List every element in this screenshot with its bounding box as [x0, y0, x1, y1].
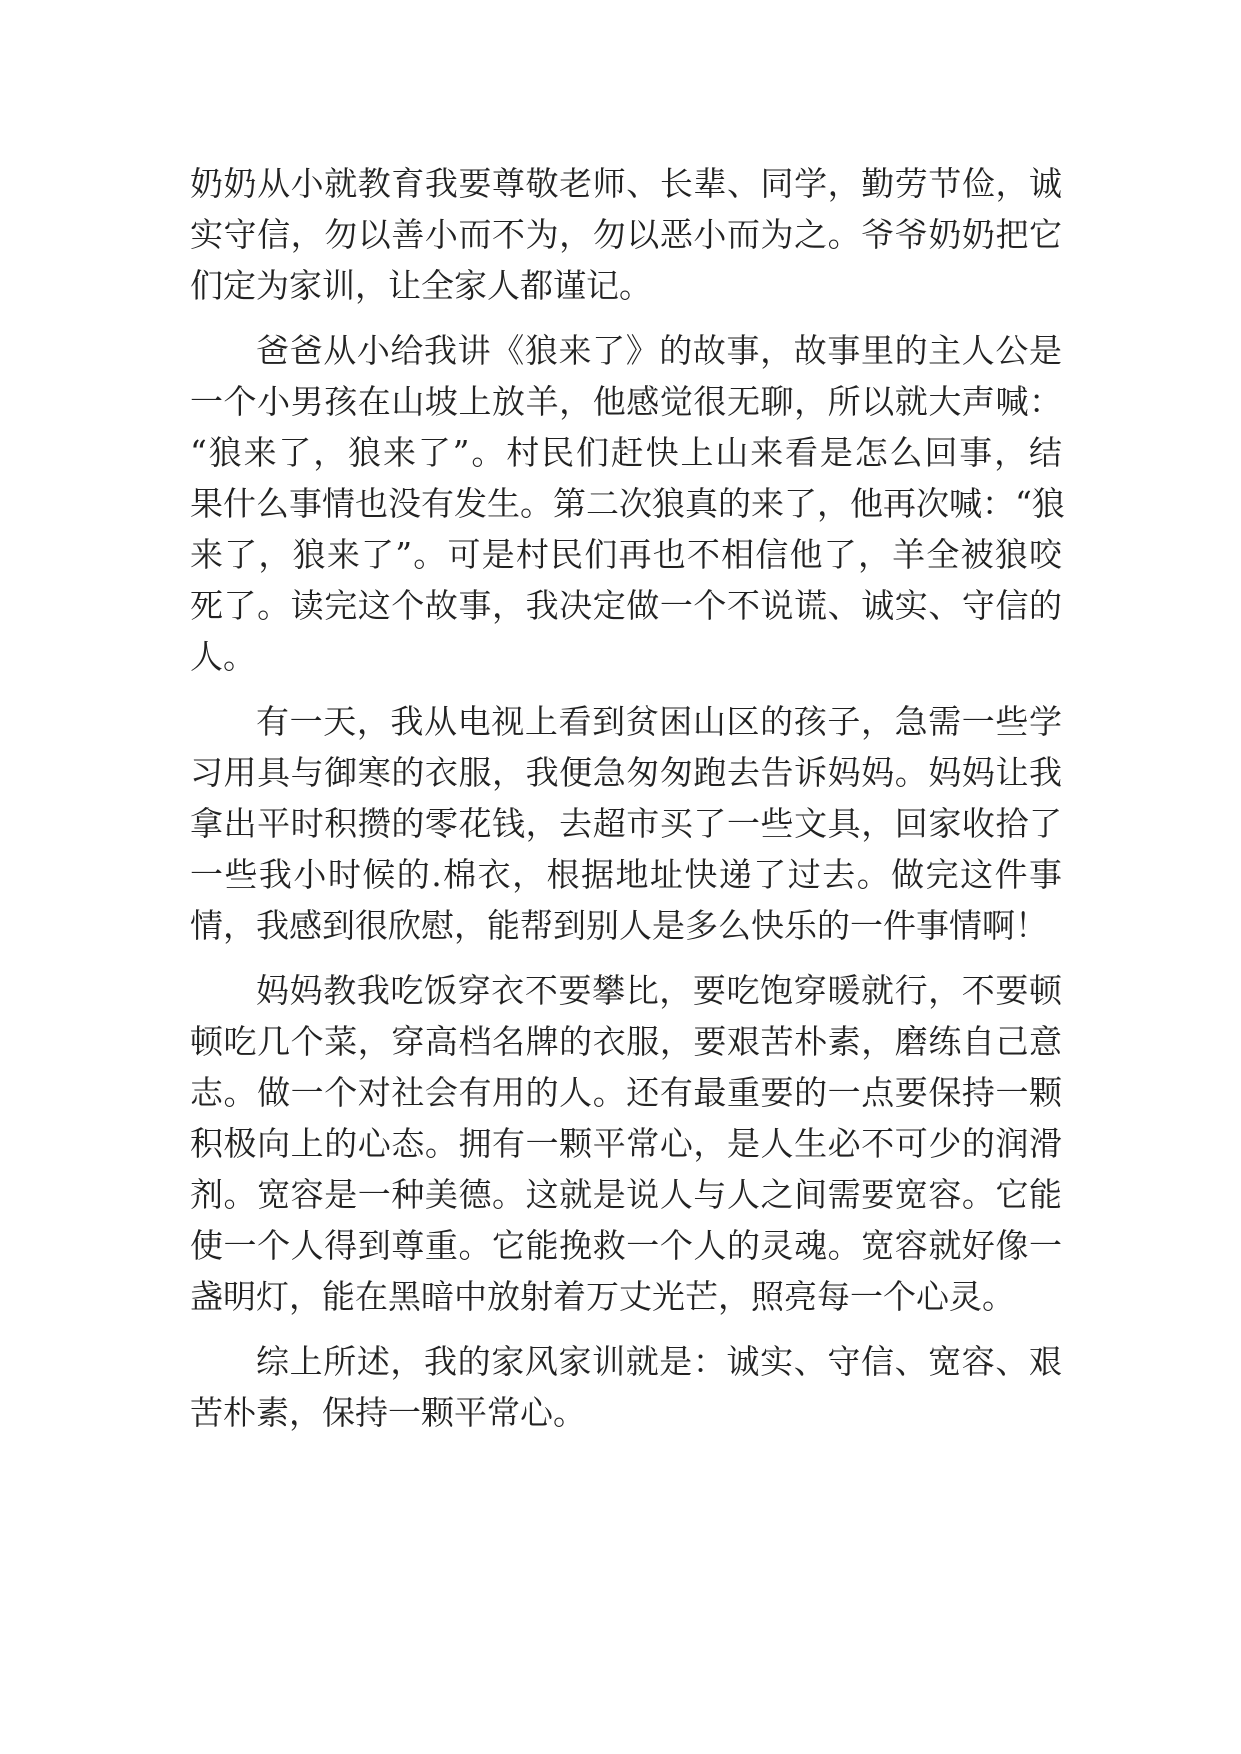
paragraph-4	[190, 965, 1062, 1322]
text-line: 盏明灯，能在黑暗中放射着万丈光芒，照亮每一个心灵。	[190, 1277, 1015, 1316]
text-line: 习用具与御寒的衣服，我便急匆匆跑去告诉妈妈。妈妈让我	[190, 753, 1062, 792]
text-line: 实守信，勿以善小而不为，勿以恶小而为之。爷爷奶奶把它	[190, 215, 1062, 254]
paragraph-1	[190, 158, 1062, 311]
paragraph-3	[190, 696, 1062, 951]
paragraph-5	[190, 1336, 1062, 1438]
text-line: 死了。读完这个故事，我决定做一个不说谎、诚实、守信的	[190, 586, 1062, 625]
text-line: 积极向上的心态。拥有一颗平常心，是人生必不可少的润滑	[190, 1124, 1062, 1163]
text-line: 拿出平时积攒的零花钱，去超市买了一些文具，回家收拾了	[190, 804, 1062, 843]
text-line: “狼来了，狼来了”。村民们赶快上山来看是怎么回事，结	[190, 433, 1062, 472]
text-line: 情，我感到很欣慰，能帮到别人是多么快乐的一件事情啊！	[190, 906, 1048, 945]
text-line: 妈妈教我吃饭穿衣不要攀比，要吃饱穿暖就行，不要顿	[256, 971, 1062, 1010]
text-line: 使一个人得到尊重。它能挽救一个人的灵魂。宽容就好像一	[190, 1226, 1062, 1265]
text-line: 志。做一个对社会有用的人。还有最重要的一点要保持一颗	[190, 1073, 1062, 1112]
document-body	[190, 158, 1065, 1452]
text-line: 爸爸从小给我讲《狼来了》的故事，故事里的主人公是	[256, 331, 1062, 370]
text-line: 苦朴素，保持一颗平常心。	[190, 1393, 586, 1432]
text-line: 来了，狼来了”。可是村民们再也不相信他了，羊全被狼咬	[190, 535, 1062, 574]
text-line: 一个小男孩在山坡上放羊，他感觉很无聊，所以就大声喊：	[190, 382, 1062, 421]
text-line: 有一天，我从电视上看到贫困山区的孩子，急需一些学	[256, 702, 1062, 741]
text-line: 剂。宽容是一种美德。这就是说人与人之间需要宽容。它能	[190, 1175, 1062, 1214]
text-line: 奶奶从小就教育我要尊敬老师、长辈、同学，勤劳节俭，诚	[190, 164, 1062, 203]
text-line: 综上所述，我的家风家训就是：诚实、守信、宽容、艰	[256, 1342, 1062, 1381]
text-line: 顿吃几个菜，穿高档名牌的衣服，要艰苦朴素，磨练自己意	[190, 1022, 1062, 1061]
paragraph-2	[190, 325, 1065, 682]
text-line: 们定为家训，让全家人都谨记。	[190, 266, 652, 305]
text-line: 一些我小时候的.棉衣，根据地址快递了过去。做完这件事	[190, 855, 1062, 894]
text-line: 果什么事情也没有发生。第二次狼真的来了，他再次喊：“狼	[190, 484, 1065, 523]
text-line: 人。	[190, 637, 256, 676]
